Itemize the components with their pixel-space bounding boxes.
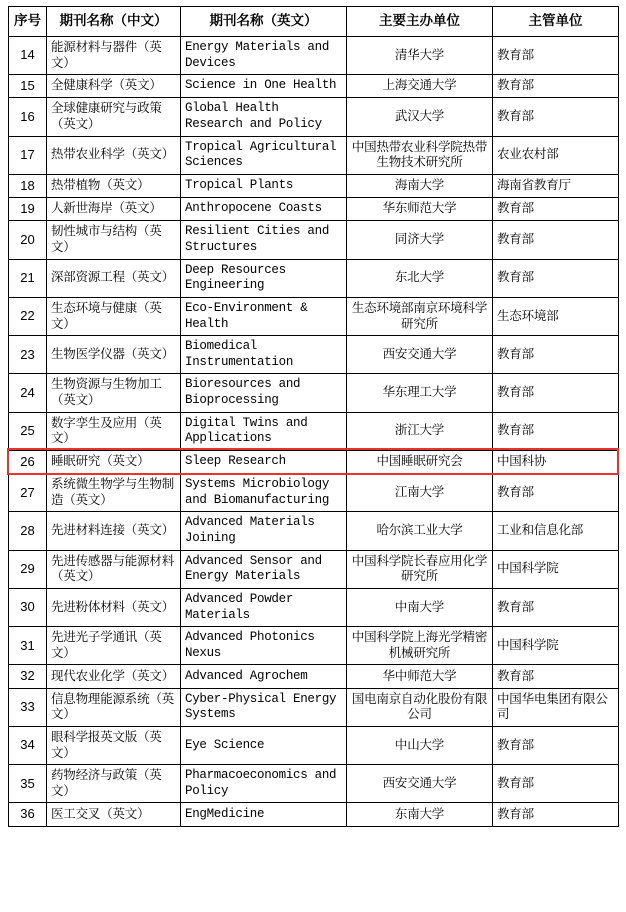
cell-name-en: Tropical Agricultural Sciences — [181, 136, 347, 174]
cell-name-en: Biomedical Instrumentation — [181, 336, 347, 374]
cell-organizer: 西安交通大学 — [347, 336, 493, 374]
cell-organizer: 武汉大学 — [347, 98, 493, 136]
cell-supervisor: 教育部 — [493, 588, 619, 626]
table-row — [9, 803, 619, 826]
cell-name-en: Advanced Sensor and Energy Materials — [181, 550, 347, 588]
cell-name-en: Science in One Health — [181, 75, 347, 98]
journal-table — [8, 6, 619, 827]
cell-seq: 14 — [9, 36, 47, 74]
table-row — [9, 374, 619, 412]
cell-seq: 30 — [9, 588, 47, 626]
cell-name-cn: 眼科学报英文版（英文） — [47, 726, 181, 764]
cell-name-cn: 人新世海岸（英文） — [47, 198, 181, 221]
cell-name-cn: 信息物理能源系统（英文） — [47, 688, 181, 726]
cell-seq: 24 — [9, 374, 47, 412]
cell-supervisor: 教育部 — [493, 374, 619, 412]
table-row — [9, 450, 619, 473]
cell-seq: 23 — [9, 336, 47, 374]
cell-seq: 16 — [9, 98, 47, 136]
cell-supervisor: 教育部 — [493, 803, 619, 826]
cell-supervisor: 中国科学院 — [493, 627, 619, 665]
cell-organizer: 中国睡眠研究会 — [347, 450, 493, 473]
cell-name-cn: 全球健康研究与政策（英文） — [47, 98, 181, 136]
cell-name-en: Energy Materials and Devices — [181, 36, 347, 74]
cell-name-en: Eye Science — [181, 726, 347, 764]
cell-organizer: 清华大学 — [347, 36, 493, 74]
table-row — [9, 627, 619, 665]
table-row — [9, 588, 619, 626]
cell-seq: 15 — [9, 75, 47, 98]
cell-supervisor: 教育部 — [493, 221, 619, 259]
cell-name-cn: 现代农业化学（英文） — [47, 665, 181, 688]
cell-supervisor: 教育部 — [493, 75, 619, 98]
column-header-supervisor: 主管单位 — [493, 7, 619, 37]
cell-organizer: 同济大学 — [347, 221, 493, 259]
cell-organizer: 中山大学 — [347, 726, 493, 764]
cell-organizer: 华东师范大学 — [347, 198, 493, 221]
cell-seq: 18 — [9, 174, 47, 197]
cell-organizer: 东北大学 — [347, 259, 493, 297]
cell-name-en: Pharmacoeconomics and Policy — [181, 765, 347, 803]
cell-name-cn: 全健康科学（英文） — [47, 75, 181, 98]
cell-seq: 32 — [9, 665, 47, 688]
cell-seq: 19 — [9, 198, 47, 221]
table-header-row — [9, 7, 619, 37]
cell-seq: 26 — [9, 450, 47, 473]
cell-name-cn: 生态环境与健康（英文） — [47, 297, 181, 335]
cell-name-cn: 系统微生物学与生物制造（英文） — [47, 474, 181, 512]
cell-supervisor: 教育部 — [493, 259, 619, 297]
table-row — [9, 36, 619, 74]
cell-seq: 20 — [9, 221, 47, 259]
cell-name-en: Systems Microbiology and Biomanufacturing — [181, 474, 347, 512]
cell-organizer: 西安交通大学 — [347, 765, 493, 803]
table-row — [9, 198, 619, 221]
cell-organizer: 中国科学院上海光学精密机械研究所 — [347, 627, 493, 665]
cell-seq: 27 — [9, 474, 47, 512]
cell-name-cn: 生物医学仪器（英文） — [47, 336, 181, 374]
cell-supervisor: 教育部 — [493, 98, 619, 136]
cell-supervisor: 海南省教育厅 — [493, 174, 619, 197]
table-row — [9, 75, 619, 98]
cell-supervisor: 教育部 — [493, 336, 619, 374]
cell-name-cn: 热带植物（英文） — [47, 174, 181, 197]
cell-supervisor: 教育部 — [493, 726, 619, 764]
cell-name-en: Deep Resources Engineering — [181, 259, 347, 297]
column-header-name-cn: 期刊名称（中文） — [47, 7, 181, 37]
table-row — [9, 688, 619, 726]
table-row — [9, 259, 619, 297]
cell-supervisor: 中国科协 — [493, 450, 619, 473]
cell-name-cn: 深部资源工程（英文） — [47, 259, 181, 297]
table-row — [9, 512, 619, 550]
cell-name-cn: 先进光子学通讯（英文） — [47, 627, 181, 665]
cell-name-cn: 先进粉体材料（英文） — [47, 588, 181, 626]
cell-name-cn: 医工交叉（英文） — [47, 803, 181, 826]
cell-seq: 17 — [9, 136, 47, 174]
cell-supervisor: 教育部 — [493, 474, 619, 512]
cell-supervisor: 教育部 — [493, 412, 619, 450]
cell-supervisor: 教育部 — [493, 36, 619, 74]
cell-organizer: 华东理工大学 — [347, 374, 493, 412]
table-body — [9, 36, 619, 826]
table-row — [9, 726, 619, 764]
cell-name-cn: 生物资源与生物加工（英文） — [47, 374, 181, 412]
table-row — [9, 665, 619, 688]
cell-name-en: Bioresources and Bioprocessing — [181, 374, 347, 412]
cell-name-en: EngMedicine — [181, 803, 347, 826]
cell-seq: 33 — [9, 688, 47, 726]
cell-organizer: 中国科学院长春应用化学研究所 — [347, 550, 493, 588]
cell-seq: 34 — [9, 726, 47, 764]
cell-organizer: 上海交通大学 — [347, 75, 493, 98]
cell-name-en: Cyber-Physical Energy Systems — [181, 688, 347, 726]
cell-organizer: 哈尔滨工业大学 — [347, 512, 493, 550]
cell-name-en: Advanced Agrochem — [181, 665, 347, 688]
cell-supervisor: 工业和信息化部 — [493, 512, 619, 550]
table-row — [9, 474, 619, 512]
table-row — [9, 221, 619, 259]
cell-supervisor: 教育部 — [493, 665, 619, 688]
table-row — [9, 412, 619, 450]
cell-organizer: 江南大学 — [347, 474, 493, 512]
cell-seq: 31 — [9, 627, 47, 665]
cell-name-en: Sleep Research — [181, 450, 347, 473]
column-header-seq: 序号 — [9, 7, 47, 37]
column-header-name-en: 期刊名称（英文） — [181, 7, 347, 37]
cell-name-en: Eco-Environment & Health — [181, 297, 347, 335]
cell-name-cn: 能源材料与器件（英文） — [47, 36, 181, 74]
cell-seq: 36 — [9, 803, 47, 826]
table-row — [9, 765, 619, 803]
cell-organizer: 海南大学 — [347, 174, 493, 197]
cell-supervisor: 教育部 — [493, 198, 619, 221]
cell-seq: 28 — [9, 512, 47, 550]
table-row — [9, 174, 619, 197]
table-header — [9, 7, 619, 37]
table-row — [9, 336, 619, 374]
cell-name-cn: 药物经济与政策（英文） — [47, 765, 181, 803]
cell-name-en: Global Health Research and Policy — [181, 98, 347, 136]
cell-supervisor: 农业农村部 — [493, 136, 619, 174]
cell-organizer: 国电南京自动化股份有限公司 — [347, 688, 493, 726]
cell-supervisor: 中国科学院 — [493, 550, 619, 588]
cell-organizer: 中南大学 — [347, 588, 493, 626]
cell-supervisor: 教育部 — [493, 765, 619, 803]
cell-seq: 35 — [9, 765, 47, 803]
cell-name-cn: 韧性城市与结构（英文） — [47, 221, 181, 259]
cell-name-cn: 数字孪生及应用（英文） — [47, 412, 181, 450]
cell-organizer: 中国热带农业科学院热带生物技术研究所 — [347, 136, 493, 174]
table-row — [9, 550, 619, 588]
cell-name-en: Advanced Materials Joining — [181, 512, 347, 550]
cell-organizer: 浙江大学 — [347, 412, 493, 450]
cell-name-en: Tropical Plants — [181, 174, 347, 197]
table-row — [9, 297, 619, 335]
cell-name-en: Resilient Cities and Structures — [181, 221, 347, 259]
cell-name-cn: 先进材料连接（英文） — [47, 512, 181, 550]
cell-name-en: Advanced Photonics Nexus — [181, 627, 347, 665]
cell-organizer: 华中师范大学 — [347, 665, 493, 688]
cell-organizer: 东南大学 — [347, 803, 493, 826]
cell-organizer: 生态环境部南京环境科学研究所 — [347, 297, 493, 335]
cell-name-cn: 热带农业科学（英文） — [47, 136, 181, 174]
cell-name-en: Digital Twins and Applications — [181, 412, 347, 450]
cell-supervisor: 中国华电集团有限公司 — [493, 688, 619, 726]
cell-name-cn: 先进传感器与能源材料（英文） — [47, 550, 181, 588]
cell-name-en: Anthropocene Coasts — [181, 198, 347, 221]
column-header-organizer: 主要主办单位 — [347, 7, 493, 37]
table-row — [9, 136, 619, 174]
cell-seq: 22 — [9, 297, 47, 335]
cell-name-en: Advanced Powder Materials — [181, 588, 347, 626]
cell-seq: 25 — [9, 412, 47, 450]
cell-seq: 21 — [9, 259, 47, 297]
cell-seq: 29 — [9, 550, 47, 588]
cell-name-cn: 睡眠研究（英文） — [47, 450, 181, 473]
table-row — [9, 98, 619, 136]
cell-supervisor: 生态环境部 — [493, 297, 619, 335]
